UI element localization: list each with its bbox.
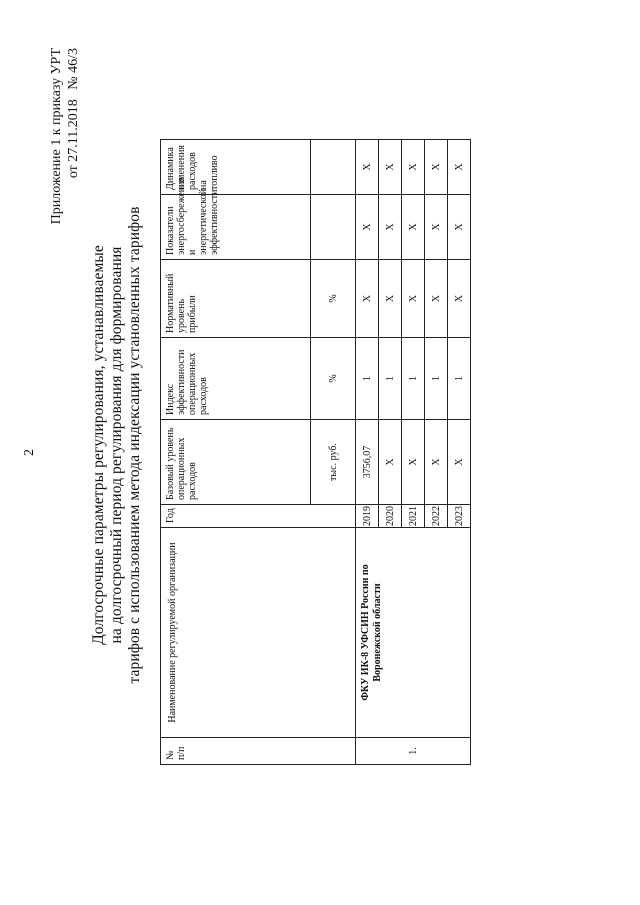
header-row-number: № п/п (161, 738, 356, 765)
cell-fuel-dynamics: X (402, 140, 425, 195)
cell-energy-efficiency: X (425, 195, 448, 260)
cell-base-opex: X (448, 420, 471, 505)
header-base-opex: Базовый уровень операционных расходов (161, 420, 311, 505)
cell-efficiency-index: 1 (379, 338, 402, 420)
cell-energy-efficiency: X (448, 195, 471, 260)
row-number: 1. (356, 738, 471, 765)
annex-date: от 27.11.2018 (66, 99, 81, 179)
cell-profit-level: X (448, 260, 471, 338)
annex-line: Приложение 1 к приказу УРТ (49, 48, 64, 225)
document-title (90, 125, 144, 765)
cell-efficiency-index: 1 (448, 338, 471, 420)
cell-efficiency-index: 1 (356, 338, 379, 420)
cell-year: 2019 (356, 505, 379, 528)
unit-energy-empty (311, 195, 356, 260)
cell-efficiency-index: 1 (402, 338, 425, 420)
organization-name: ФКУ ИК-8 УФСИН России по Воронежской области (356, 528, 471, 738)
cell-energy-efficiency: X (356, 195, 379, 260)
header-fuel-dynamics: Динамика изменения расходов на топливо (161, 140, 311, 195)
header-profit-level: Нормативный уровень прибыли (161, 260, 311, 338)
cell-fuel-dynamics: X (425, 140, 448, 195)
cell-profit-level: X (425, 260, 448, 338)
header-energy-efficiency: Показатели энергосбережения и энергетической эффективности (161, 195, 311, 260)
cell-profit-level: X (402, 260, 425, 338)
regulation-parameters-table (160, 139, 471, 765)
annex-order-number: № 46/3 (66, 48, 81, 90)
header-year: Год (161, 505, 356, 528)
table-row (356, 140, 379, 765)
header-organization: Наименование регулируемой организации (161, 528, 356, 738)
page-number: 2 (22, 449, 37, 456)
cell-base-opex: X (379, 420, 402, 505)
cell-energy-efficiency: X (379, 195, 402, 260)
cell-fuel-dynamics: X (379, 140, 402, 195)
cell-fuel-dynamics: X (356, 140, 379, 195)
unit-base-opex: тыс. руб. (311, 420, 356, 505)
cell-year: 2022 (425, 505, 448, 528)
header-efficiency-index: Индекс эффективности операционных расходов (161, 338, 311, 420)
annex-reference (48, 48, 82, 224)
unit-profit-level: % (311, 260, 356, 338)
title-line-1: Долгосрочные параметры регулирования, устанавливаемые (90, 245, 107, 645)
cell-fuel-dynamics: X (448, 140, 471, 195)
title-line-2: на долгосрочный период регулирования для формирования (108, 246, 125, 644)
cell-profit-level: X (379, 260, 402, 338)
table-header-row (161, 140, 311, 765)
unit-fuel-empty (311, 140, 356, 195)
cell-year: 2023 (448, 505, 471, 528)
cell-efficiency-index: 1 (425, 338, 448, 420)
cell-base-opex: X (425, 420, 448, 505)
cell-base-opex: X (402, 420, 425, 505)
cell-year: 2021 (402, 505, 425, 528)
cell-year: 2020 (379, 505, 402, 528)
annex-order-line (65, 48, 82, 224)
title-line-3: тарифов с использованием метода индексации установленных тарифов (126, 206, 143, 684)
unit-efficiency-index: % (311, 338, 356, 420)
cell-base-opex: 3756,07 (356, 420, 379, 505)
cell-profit-level: X (356, 260, 379, 338)
cell-energy-efficiency: X (402, 195, 425, 260)
